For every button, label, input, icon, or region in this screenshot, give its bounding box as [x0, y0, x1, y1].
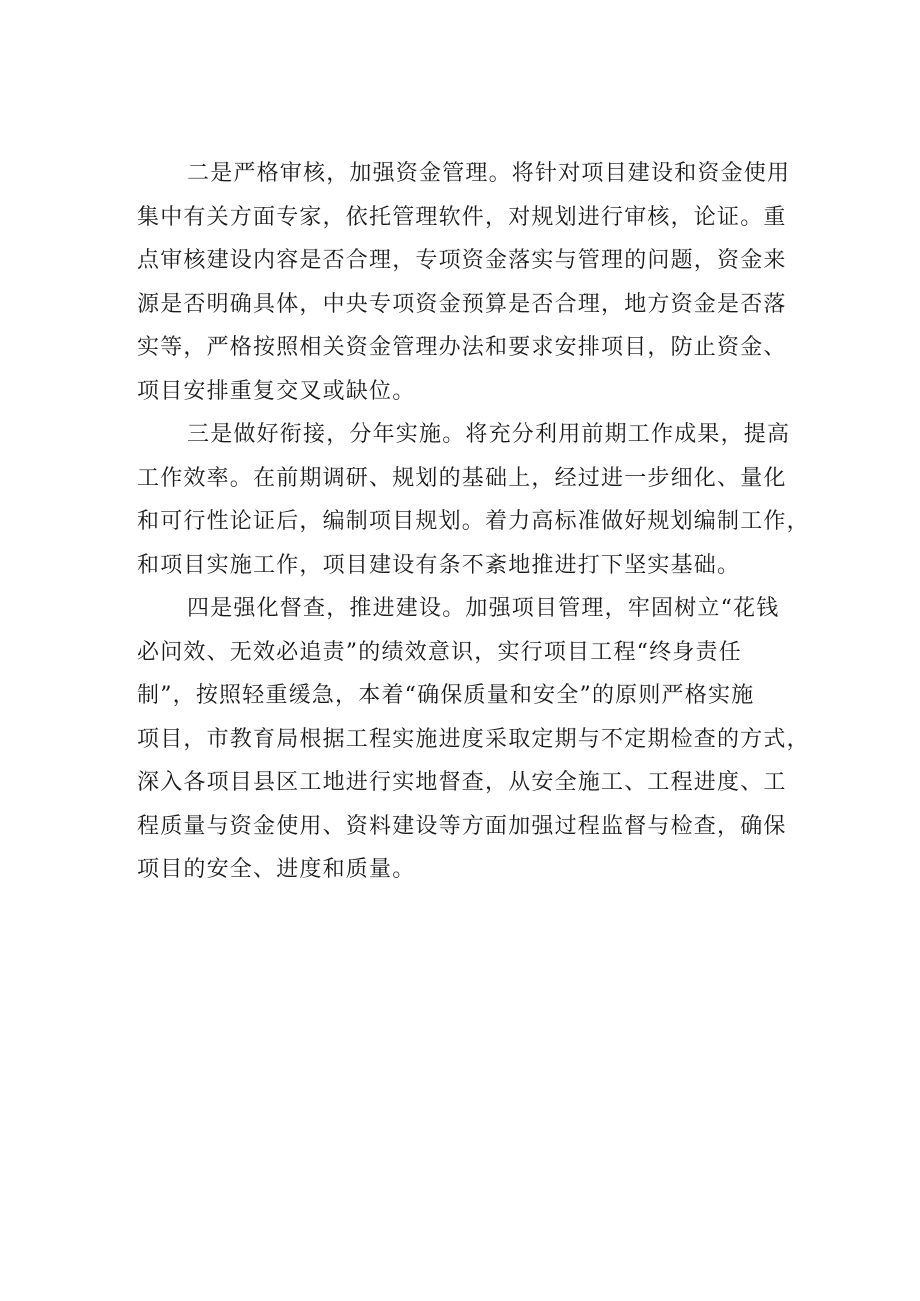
text-line: 二是严格审核，加强资金管理。将针对项目建设和资金使用 [187, 161, 791, 186]
text-line: 点审核建设内容是否合理，专项资金落实与管理的问题，资金来 [137, 248, 787, 273]
text-line: 必问效、无效必追责”的绩效意识，实行项目工程“终身责任 [137, 639, 742, 665]
paragraph-phased-implementation [137, 413, 810, 587]
text-line: 和项目实施工作，项目建设有条不紊地推进打下坚实基础。 [137, 552, 741, 578]
text-line: 三是做好衔接，分年实施。将充分利用前期工作成果，提高 [187, 422, 791, 447]
text-line: 源是否明确具体，中央专项资金预算是否合理，地方资金是否落 [137, 291, 787, 317]
text-line: 制”，按照轻重缓急，本着“确保质量和安全”的原则严格实施 [137, 683, 755, 708]
document-body [137, 152, 810, 892]
text-line: 项目，市教育局根据工程实施进度采取定期与不定期检查的方式， [137, 726, 810, 752]
text-line: 工作效率。在前期调研、规划的基础上，经过进一步细化、量化 [137, 465, 787, 491]
text-line: 和可行性论证后，编制项目规划。着力高标准做好规划编制工作， [137, 509, 810, 534]
paragraph-funds-review [137, 152, 793, 413]
text-line: 实等，严格按照相关资金管理办法和要求安排项目，防止资金、 [137, 335, 787, 360]
text-line: 项目的安全、进度和质量。 [137, 857, 416, 882]
text-line: 四是强化督查，推进建设。加强项目管理，牢固树立“花钱 [187, 596, 780, 621]
text-line: 项目安排重复交叉或缺位。 [137, 378, 416, 404]
text-line: 深入各项目县区工地进行实地督查，从安全施工、工程进度、工 [137, 770, 787, 795]
text-line: 集中有关方面专家，依托管理软件，对规划进行审核，论证。重 [137, 204, 787, 230]
text-line: 程质量与资金使用、资料建设等方面加强过程监督与检查，确保 [137, 813, 787, 839]
paragraph-supervision [137, 587, 810, 892]
